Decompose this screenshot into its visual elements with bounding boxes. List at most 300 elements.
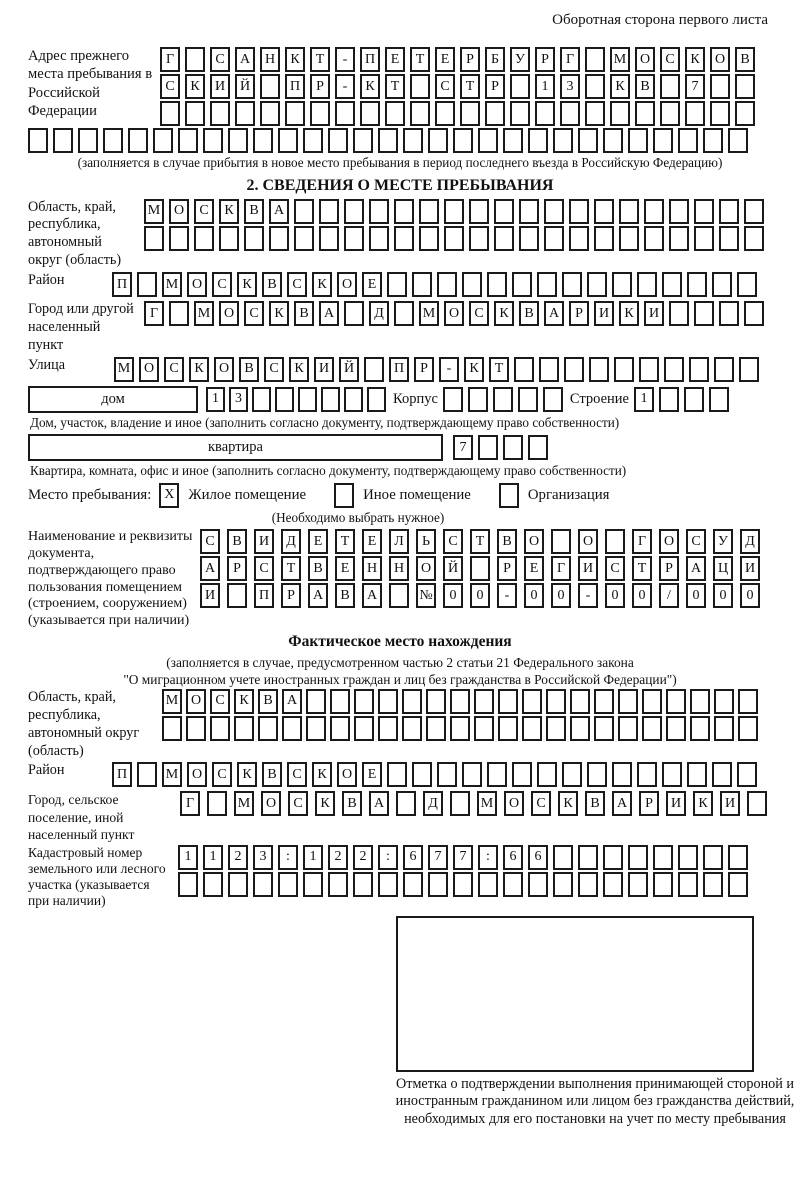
char-box: 1 <box>535 74 555 99</box>
actual-city-field <box>28 791 772 842</box>
char-box <box>258 716 278 741</box>
char-box: 1 <box>634 387 654 412</box>
char-box <box>644 226 664 251</box>
char-box: Е <box>524 556 544 581</box>
char-box <box>644 199 664 224</box>
char-box: А <box>362 583 382 608</box>
char-box: 3 <box>229 387 248 412</box>
char-box <box>594 226 614 251</box>
char-box <box>628 128 648 153</box>
char-box: 1 <box>178 845 198 870</box>
char-box <box>330 716 350 741</box>
char-box <box>562 762 582 787</box>
char-box: 0 <box>443 583 463 608</box>
char-box: А <box>282 689 302 714</box>
char-box: Д <box>423 791 443 816</box>
char-box: М <box>162 272 182 297</box>
char-box: Г <box>144 301 164 326</box>
char-box <box>306 689 326 714</box>
char-box <box>684 387 704 412</box>
char-box: Р <box>497 556 517 581</box>
char-box <box>614 357 634 382</box>
char-box <box>528 872 548 897</box>
char-box: Р <box>281 583 301 608</box>
char-box <box>378 716 398 741</box>
char-box <box>594 689 614 714</box>
char-box: О <box>187 762 207 787</box>
char-box: П <box>389 357 409 382</box>
char-box: С <box>210 689 230 714</box>
char-box: М <box>234 791 254 816</box>
house-caption: Дом, участок, владение и иное (заполнить согласно документу, подтверждающему право собственности) <box>30 414 620 430</box>
cadastral-row-1 <box>178 845 772 870</box>
char-box <box>450 689 470 714</box>
char-box: А <box>612 791 632 816</box>
char-box <box>678 845 698 870</box>
char-box: В <box>258 689 278 714</box>
apartment-cells <box>453 435 548 460</box>
char-box: Т <box>632 556 652 581</box>
char-box <box>294 226 314 251</box>
char-box: С <box>264 357 284 382</box>
char-box: Й <box>443 556 463 581</box>
char-box: С <box>469 301 489 326</box>
char-box <box>253 872 273 897</box>
char-box: Л <box>389 529 409 554</box>
char-box <box>462 272 482 297</box>
char-box: В <box>342 791 362 816</box>
prev-address-label: Адрес прежнего места пребывания в Российской Федерации <box>28 48 153 120</box>
char-box: 7 <box>685 74 705 99</box>
street-row <box>114 357 772 382</box>
char-box <box>278 128 298 153</box>
char-box <box>719 301 739 326</box>
char-box: К <box>237 272 257 297</box>
document-row-1 <box>200 529 772 554</box>
char-box: К <box>237 762 257 787</box>
char-box <box>539 357 559 382</box>
house-box: дом <box>28 386 198 413</box>
char-box: М <box>114 357 134 382</box>
char-box <box>303 872 323 897</box>
char-box <box>234 716 254 741</box>
char-box: О <box>169 199 189 224</box>
char-box: 7 <box>453 845 473 870</box>
char-box <box>587 762 607 787</box>
char-box <box>510 74 530 99</box>
char-box: С <box>686 529 706 554</box>
char-box: Т <box>385 74 405 99</box>
char-box <box>659 387 679 412</box>
other-label: Иное помещение <box>363 486 471 503</box>
char-box <box>553 872 573 897</box>
char-box <box>354 716 374 741</box>
char-box: С <box>605 556 625 581</box>
char-box <box>303 128 323 153</box>
char-box: П <box>112 762 132 787</box>
char-box: К <box>685 47 705 72</box>
char-box: Г <box>160 47 180 72</box>
char-box <box>328 128 348 153</box>
char-box: К <box>494 301 514 326</box>
stroenie-label: Строение <box>569 390 629 407</box>
char-box <box>678 128 698 153</box>
char-box: С <box>200 529 220 554</box>
char-box <box>450 791 470 816</box>
house-number-cells <box>206 387 386 412</box>
char-box <box>662 272 682 297</box>
char-box <box>469 226 489 251</box>
char-box <box>618 716 638 741</box>
char-box <box>435 101 455 126</box>
char-box <box>669 199 689 224</box>
char-box <box>378 689 398 714</box>
char-box: И <box>644 301 664 326</box>
char-box <box>551 529 571 554</box>
char-box: 6 <box>528 845 548 870</box>
char-box <box>528 435 548 460</box>
char-box <box>544 199 564 224</box>
char-box: А <box>544 301 564 326</box>
char-box <box>512 272 532 297</box>
char-box: Д <box>281 529 301 554</box>
char-box <box>666 716 686 741</box>
char-box: И <box>594 301 614 326</box>
char-box <box>178 128 198 153</box>
char-box: С <box>443 529 463 554</box>
stay-option-organization <box>499 483 610 508</box>
char-box: 0 <box>686 583 706 608</box>
char-box <box>719 199 739 224</box>
char-box: 2 <box>328 845 348 870</box>
actual-location-title: Фактическое место нахождения <box>288 633 512 651</box>
char-box <box>244 226 264 251</box>
char-box: О <box>444 301 464 326</box>
char-box <box>537 272 557 297</box>
char-box: Т <box>335 529 355 554</box>
char-box <box>410 74 430 99</box>
char-box <box>546 689 566 714</box>
char-box <box>207 791 227 816</box>
char-box <box>396 791 416 816</box>
char-box: Й <box>339 357 359 382</box>
region-row-1 <box>144 199 772 224</box>
apartment-caption: Квартира, комната, офис и иное (заполнить согласно документу, подтверждающему право собственности) <box>30 463 627 479</box>
char-box <box>694 301 714 326</box>
stay-caption: (Необходимо выбрать нужное) <box>271 509 445 525</box>
char-box <box>714 716 734 741</box>
city-row <box>144 301 772 326</box>
char-box: А <box>200 556 220 581</box>
char-box: О <box>337 762 357 787</box>
char-box: И <box>254 529 274 554</box>
char-box <box>444 199 464 224</box>
char-box: С <box>435 74 455 99</box>
char-box <box>387 272 407 297</box>
char-box: П <box>285 74 305 99</box>
char-box <box>285 101 305 126</box>
char-box <box>410 101 430 126</box>
char-box <box>210 716 230 741</box>
document-label: Наименование и реквизиты документа, подтверждающего право пользования помещением (строением, сооружением) (указывается при наличии) <box>28 529 193 629</box>
char-box <box>735 101 755 126</box>
char-box <box>628 845 648 870</box>
char-box <box>603 845 623 870</box>
char-box: / <box>659 583 679 608</box>
char-box <box>709 387 729 412</box>
char-box: О <box>187 272 207 297</box>
char-box <box>635 101 655 126</box>
char-box: С <box>212 272 232 297</box>
char-box: Р <box>485 74 505 99</box>
char-box <box>685 101 705 126</box>
char-box: Г <box>551 556 571 581</box>
char-box <box>378 872 398 897</box>
prev-address-row-1 <box>160 47 772 72</box>
char-box <box>653 872 673 897</box>
char-box <box>144 226 164 251</box>
char-box <box>589 357 609 382</box>
char-box: 7 <box>453 435 473 460</box>
char-box <box>394 226 414 251</box>
char-box <box>610 101 630 126</box>
char-box: В <box>239 357 259 382</box>
char-box <box>738 716 758 741</box>
char-box <box>493 387 513 412</box>
char-box <box>328 872 348 897</box>
cadastral-field <box>28 845 772 910</box>
korpus-cells <box>443 387 563 412</box>
char-box <box>564 357 584 382</box>
char-box <box>653 128 673 153</box>
char-box <box>453 872 473 897</box>
char-box: 0 <box>524 583 544 608</box>
char-box: С <box>287 762 307 787</box>
char-box <box>738 689 758 714</box>
char-box <box>660 101 680 126</box>
char-box <box>637 762 657 787</box>
char-box <box>546 716 566 741</box>
char-box: 2 <box>228 845 248 870</box>
char-box <box>137 272 157 297</box>
actual-region-label: Область, край, республика, автономный округ (область) <box>28 688 140 759</box>
char-box: А <box>269 199 289 224</box>
char-box: И <box>578 556 598 581</box>
char-box <box>664 357 684 382</box>
char-box <box>353 872 373 897</box>
char-box <box>474 689 494 714</box>
char-box <box>535 101 555 126</box>
char-box: В <box>262 272 282 297</box>
char-box: В <box>635 74 655 99</box>
char-box: М <box>610 47 630 72</box>
char-box: Т <box>310 47 330 72</box>
char-box: И <box>210 74 230 99</box>
char-box <box>512 762 532 787</box>
district-field <box>28 272 772 299</box>
char-box: К <box>619 301 639 326</box>
residential-checkbox: X <box>159 483 179 508</box>
char-box <box>462 762 482 787</box>
char-box <box>498 689 518 714</box>
char-box: М <box>162 762 182 787</box>
char-box <box>443 387 463 412</box>
char-box: : <box>278 845 298 870</box>
char-box: С <box>160 74 180 99</box>
char-box: 7 <box>428 845 448 870</box>
document-field <box>28 529 772 630</box>
char-box: В <box>497 529 517 554</box>
char-box <box>185 101 205 126</box>
char-box <box>478 128 498 153</box>
section2-title: 2. СВЕДЕНИЯ О МЕСТЕ ПРЕБЫВАНИЯ <box>246 176 554 194</box>
char-box: Е <box>435 47 455 72</box>
char-box: С <box>660 47 680 72</box>
char-box: 1 <box>206 387 225 412</box>
char-box <box>364 357 384 382</box>
char-box: К <box>315 791 335 816</box>
stay-option-other <box>334 483 471 508</box>
char-box <box>160 101 180 126</box>
char-box <box>319 199 339 224</box>
char-box: И <box>200 583 220 608</box>
organization-label: Организация <box>527 486 610 503</box>
char-box <box>354 689 374 714</box>
cadastral-row-2 <box>178 872 772 897</box>
char-box <box>78 128 98 153</box>
char-box <box>137 762 157 787</box>
char-box <box>210 101 230 126</box>
region-label: Область, край, республика, автономный округ (область) <box>28 198 122 269</box>
stamp-box <box>396 916 754 1072</box>
char-box <box>453 128 473 153</box>
char-box <box>728 845 748 870</box>
char-box <box>269 226 289 251</box>
char-box: К <box>185 74 205 99</box>
char-box: Р <box>535 47 555 72</box>
char-box: Н <box>260 47 280 72</box>
actual-city-row <box>180 791 772 816</box>
char-box <box>378 128 398 153</box>
char-box: К <box>289 357 309 382</box>
char-box: № <box>416 583 436 608</box>
char-box: К <box>189 357 209 382</box>
actual-district-field <box>28 762 772 789</box>
char-box <box>228 128 248 153</box>
char-box <box>619 226 639 251</box>
char-box <box>569 199 589 224</box>
char-box <box>403 128 423 153</box>
char-box: А <box>369 791 389 816</box>
char-box <box>253 128 273 153</box>
char-box <box>162 716 182 741</box>
char-box: О <box>139 357 159 382</box>
char-box: С <box>244 301 264 326</box>
actual-region-field <box>28 689 772 761</box>
char-box <box>690 689 710 714</box>
char-box: О <box>635 47 655 72</box>
char-box: Р <box>569 301 589 326</box>
char-box: 0 <box>632 583 652 608</box>
district-label: Район <box>28 272 65 289</box>
char-box: О <box>337 272 357 297</box>
char-box <box>735 74 755 99</box>
stay-type-label: Место пребывания: <box>28 486 152 503</box>
char-box <box>703 845 723 870</box>
region-row-2 <box>144 226 772 251</box>
char-box: М <box>194 301 214 326</box>
char-box: - <box>335 74 355 99</box>
char-box <box>203 128 223 153</box>
char-box <box>560 101 580 126</box>
house-row <box>28 386 772 413</box>
char-box <box>468 387 488 412</box>
char-box: Т <box>489 357 509 382</box>
char-box: К <box>464 357 484 382</box>
apartment-row <box>28 434 772 461</box>
char-box: С <box>531 791 551 816</box>
stay-type-row <box>28 483 772 508</box>
char-box: К <box>312 272 332 297</box>
char-box <box>612 272 632 297</box>
char-box: Г <box>632 529 652 554</box>
char-box <box>344 226 364 251</box>
char-box <box>585 101 605 126</box>
char-box: А <box>686 556 706 581</box>
char-box <box>474 716 494 741</box>
char-box <box>169 226 189 251</box>
char-box <box>235 101 255 126</box>
char-box: В <box>335 583 355 608</box>
char-box: И <box>740 556 760 581</box>
char-box: С <box>164 357 184 382</box>
prev-address-field <box>28 47 772 128</box>
char-box: Р <box>227 556 247 581</box>
char-box <box>585 47 605 72</box>
char-box: - <box>335 47 355 72</box>
char-box <box>478 872 498 897</box>
char-box <box>344 199 364 224</box>
char-box <box>503 128 523 153</box>
char-box <box>460 101 480 126</box>
char-box: С <box>212 762 232 787</box>
street-label: Улица <box>28 356 66 373</box>
char-box <box>553 845 573 870</box>
char-box: Й <box>235 74 255 99</box>
char-box: Т <box>460 74 480 99</box>
char-box <box>594 199 614 224</box>
char-box: 0 <box>605 583 625 608</box>
char-box <box>419 199 439 224</box>
char-box <box>503 872 523 897</box>
char-box: М <box>477 791 497 816</box>
char-box <box>603 128 623 153</box>
char-box: Д <box>369 301 389 326</box>
char-box <box>487 272 507 297</box>
char-box <box>485 101 505 126</box>
residential-label: Жилое помещение <box>188 486 307 503</box>
char-box: О <box>416 556 436 581</box>
char-box: Ц <box>713 556 733 581</box>
char-box: П <box>112 272 132 297</box>
char-box <box>728 872 748 897</box>
char-box: Р <box>414 357 434 382</box>
char-box <box>294 199 314 224</box>
char-box: 2 <box>353 845 373 870</box>
char-box <box>669 301 689 326</box>
char-box: К <box>219 199 239 224</box>
apartment-box: квартира <box>28 434 443 461</box>
